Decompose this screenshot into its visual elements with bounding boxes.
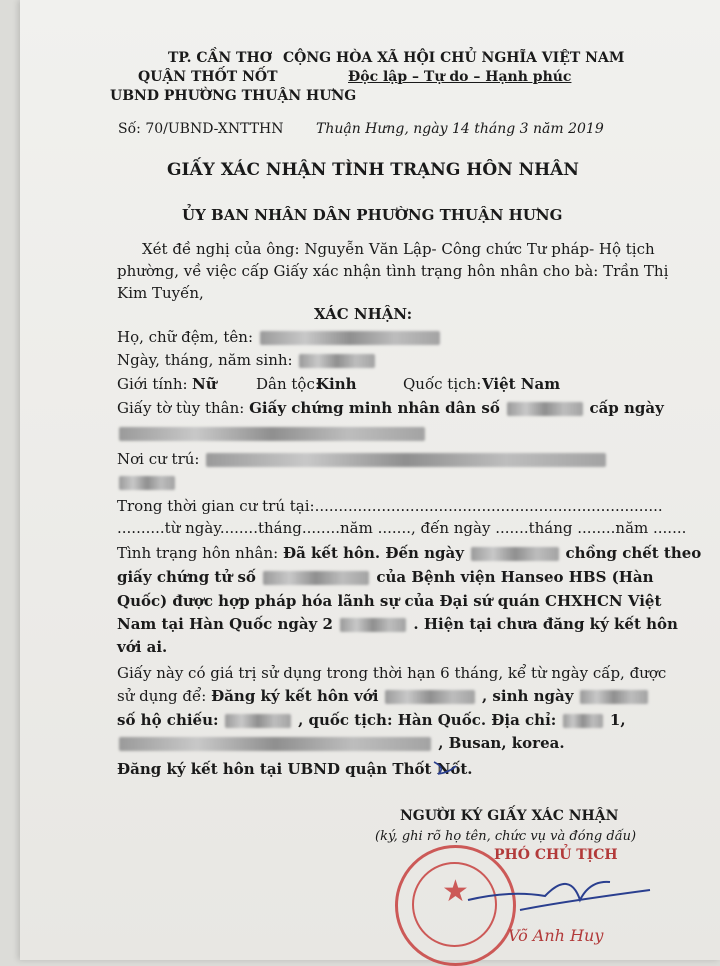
nationality-label: Quốc tịch:: [403, 375, 482, 393]
id-label: Giấy tờ tùy thân:: [117, 399, 245, 417]
gender-value: Nữ: [192, 375, 217, 393]
purpose-label: sử dụng để:: [117, 687, 207, 705]
document-number: Số: 70/UBND-XNTTHN: [118, 121, 284, 137]
address-end: , Busan, korea.: [438, 734, 565, 752]
residence-row-2: [117, 473, 177, 491]
header-district: QUẬN THỐT NỐT: [138, 69, 278, 85]
redacted-id-issue: [119, 427, 425, 441]
validity-row-3: [117, 711, 626, 729]
signer-name: Võ Anh Huy: [508, 926, 604, 945]
marital-row-4: [117, 615, 678, 633]
signature-note: (ký, ghi rõ họ tên, chức vụ và đóng dấu): [375, 829, 637, 844]
validity-row-1: Giấy này có giá trị sử dụng trong thời hạn 6 tháng, kể từ ngày cấp, được: [117, 664, 667, 682]
marital-line2-end: của Bệnh viện Hanseo HBS (Hàn: [376, 568, 654, 586]
handwritten-mark: [430, 758, 460, 782]
id-row: [117, 399, 664, 417]
marital-end: chồng chết theo: [565, 544, 702, 562]
residence-period: Trong thời gian cư trú tại:.........................................................................: [117, 497, 663, 515]
marital-line4-end: . Hiện tại chưa đăng ký kết hôn: [413, 615, 678, 633]
validity-row-5: Đăng ký kết hôn tại UBND quận Thốt Nốt.: [117, 760, 473, 778]
intro-line-1: Xét đề nghị của ông: Nguyễn Văn Lập- Công chức Tư pháp- Hộ tịch: [142, 240, 655, 258]
signature-role: PHÓ CHỦ TỊCH: [494, 847, 618, 863]
intro-line-2: phường, về việc cấp Giấy xác nhận tình trạng hôn nhân cho bà: Trần Thị: [117, 262, 669, 280]
redacted-dob: [299, 354, 375, 368]
name-row: [117, 328, 442, 346]
redacted-legalization-date: [340, 618, 406, 632]
document-title: GIẤY XÁC NHẬN TÌNH TRẠNG HÔN NHÂN: [167, 160, 579, 180]
redacted-address: [563, 714, 603, 728]
redacted-partner-dob: [580, 690, 648, 704]
validity-row-4: [117, 734, 565, 752]
ethnicity-label: Dân tộc:: [256, 375, 320, 393]
redacted-partner: [385, 690, 475, 704]
redacted-id: [507, 402, 583, 416]
confirm-heading: XÁC NHẬN:: [314, 305, 413, 323]
redacted-name: [260, 331, 440, 345]
header-ward: UBND PHƯỜNG THUẬN HƯNG: [110, 88, 357, 104]
redacted-address-2: [119, 737, 431, 751]
redacted-death-date: [471, 547, 559, 561]
id-value: Giấy chứng minh nhân dân số: [249, 399, 500, 417]
marital-row-5: với ai.: [117, 638, 168, 656]
marital-value: Đã kết hôn. Đến ngày: [282, 544, 464, 562]
name-label: Họ, chữ đệm, tên:: [117, 328, 253, 346]
redacted-passport: [225, 714, 291, 728]
gender-label: Giới tính:: [117, 375, 188, 393]
passport-label: số hộ chiếu:: [117, 711, 219, 729]
marital-row-1: [117, 544, 701, 562]
place-date: Thuận Hưng, ngày 14 tháng 3 năm 2019: [316, 121, 604, 137]
header-motto: Độc lập – Tự do – Hạnh phúc: [348, 69, 572, 85]
residence-row: [117, 450, 608, 468]
nationality-value: Việt Nam: [482, 375, 561, 393]
header-city: TP. CẦN THƠ: [168, 50, 272, 66]
redacted-residence-2: [119, 476, 175, 490]
marital-label: Tình trạng hôn nhân:: [117, 544, 279, 562]
address-number-end: 1,: [609, 711, 626, 729]
marital-line4-start: Nam tại Hàn Quốc ngày 2: [117, 615, 333, 633]
marital-row-2: [117, 568, 654, 586]
dob-row: [117, 351, 377, 369]
redacted-certificate: [263, 571, 369, 585]
purpose-value: Đăng ký kết hôn với: [211, 687, 379, 705]
seal-star-icon: ★: [442, 874, 469, 909]
id-issue-row: [117, 424, 427, 442]
document-page: [20, 0, 720, 960]
marital-row-3: Quốc) được hợp pháp hóa lãnh sự của Đại sứ quán CHXHCN Việt: [117, 592, 662, 610]
residence-label: Nơi cư trú:: [117, 450, 200, 468]
residence-dates: ..........từ ngày........tháng........năm ......., đến ngày .......tháng ........năm .......: [117, 519, 687, 537]
signature-title: NGƯỜI KÝ GIẤY XÁC NHẬN: [400, 808, 619, 824]
issuer: ỦY BAN NHÂN DÂN PHƯỜNG THUẬN HƯNG: [182, 206, 563, 224]
purpose-end: , sinh ngày: [481, 687, 574, 705]
id-issue: cấp ngày: [589, 399, 664, 417]
dob-label: Ngày, tháng, năm sinh:: [117, 351, 293, 369]
header-country: CỘNG HÒA XÃ HỘI CHỦ NGHĨA VIỆT NAM: [283, 50, 625, 66]
ethnicity-value: Kinh: [316, 375, 357, 393]
intro-line-3: Kim Tuyến,: [117, 284, 204, 302]
address-label: , quốc tịch: Hàn Quốc. Địa chỉ:: [298, 711, 557, 729]
redacted-residence: [206, 453, 606, 467]
marital-line2-start: giấy chứng tử số: [117, 568, 256, 586]
signature-scribble: [460, 860, 660, 930]
validity-row-2: [117, 687, 650, 705]
